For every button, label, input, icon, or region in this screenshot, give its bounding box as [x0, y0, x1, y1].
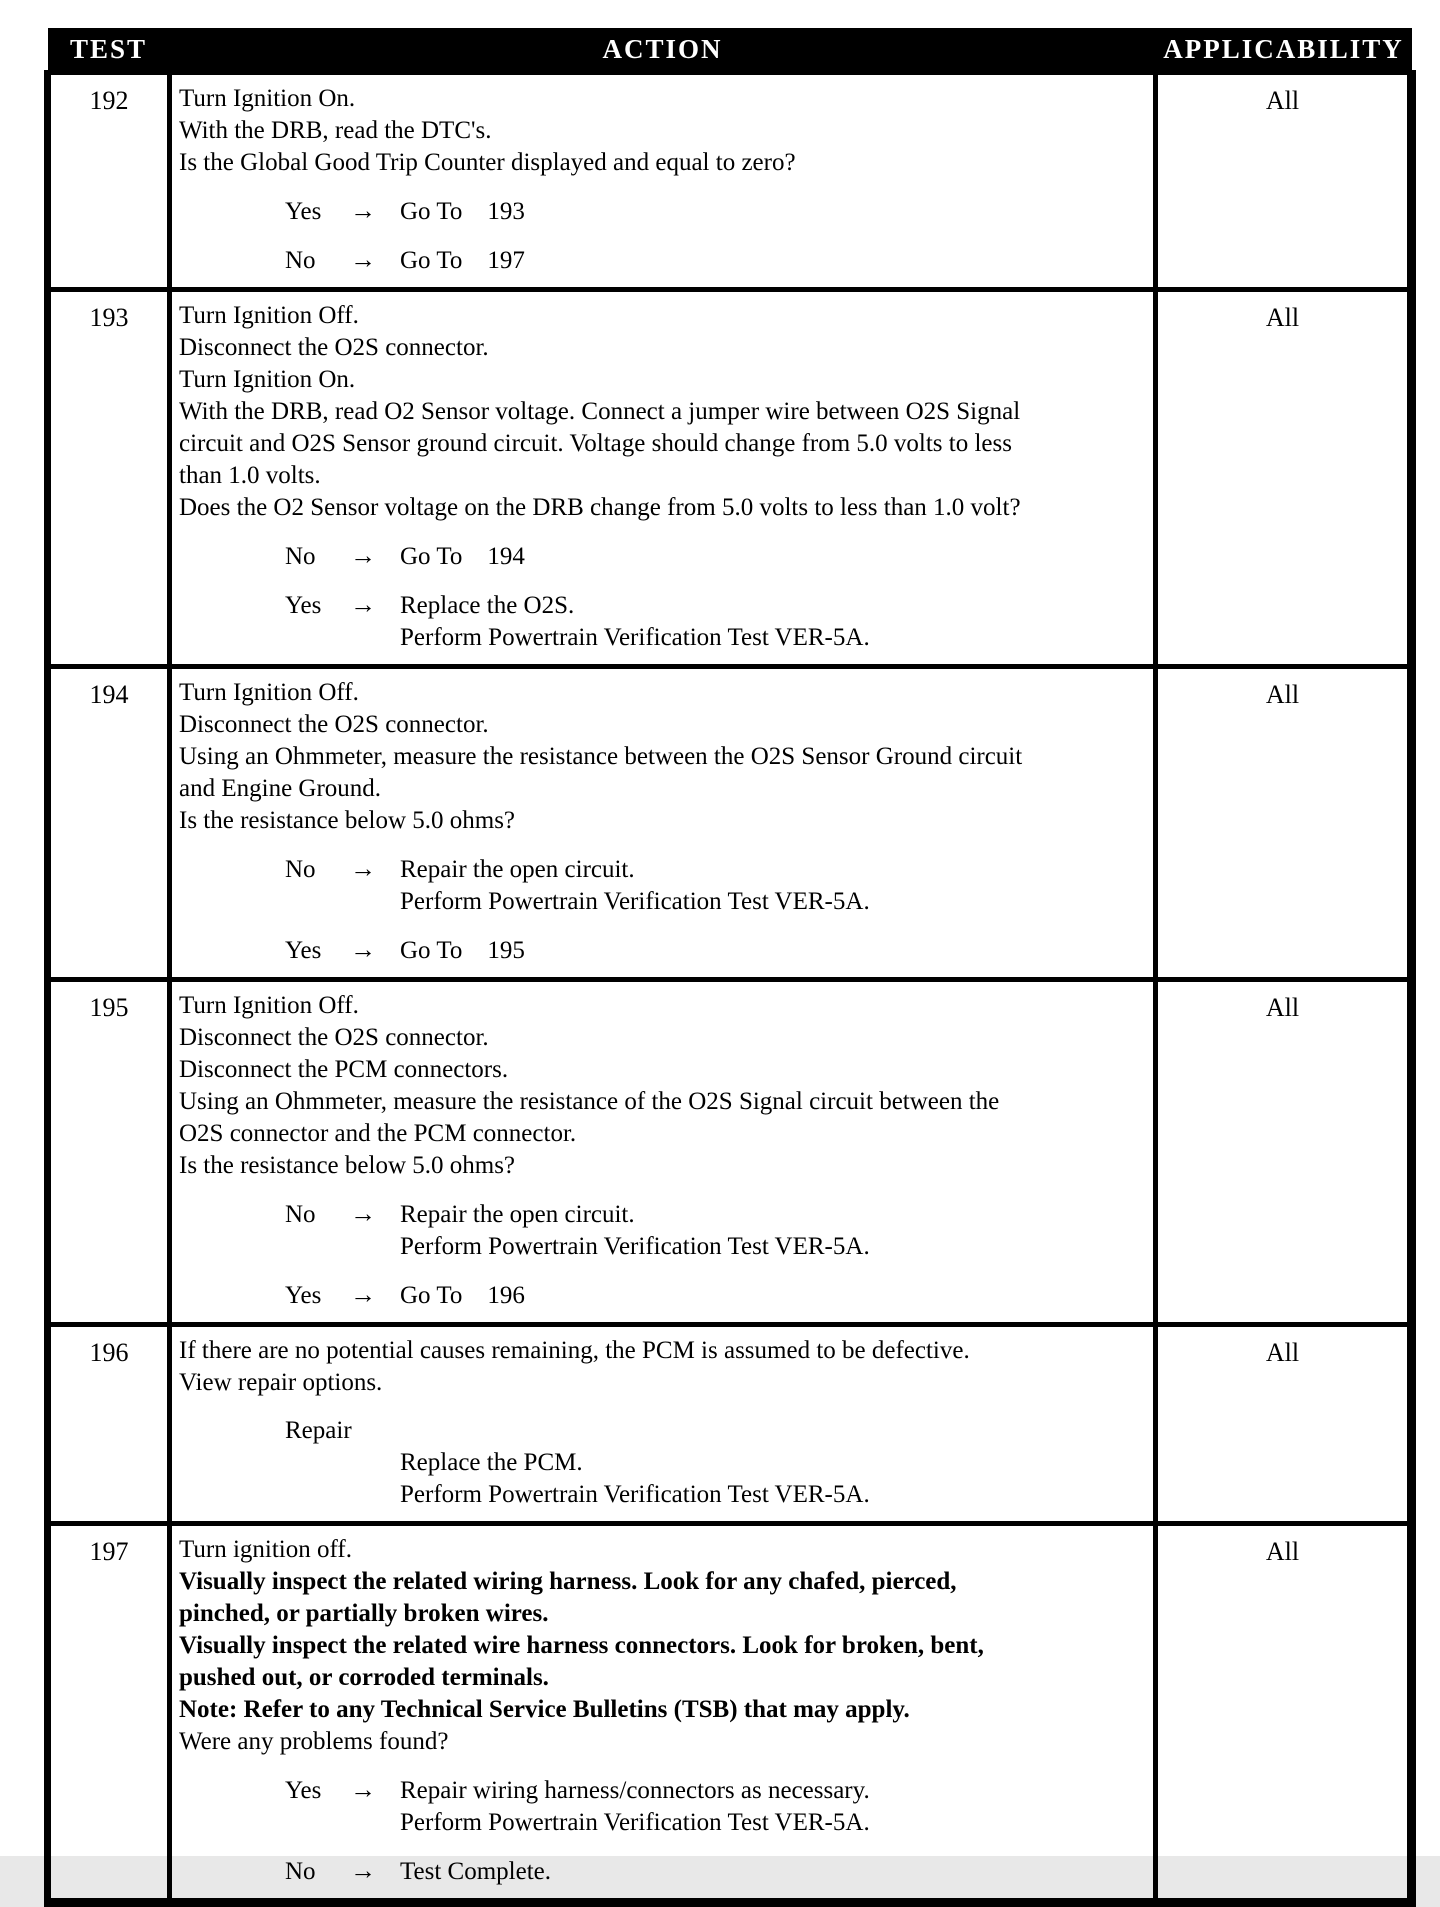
table-body [48, 73, 1412, 1903]
answer-label: No [285, 1201, 316, 1228]
test-row [48, 73, 1412, 290]
answer-result: Replace the O2S. [400, 592, 575, 619]
action-line: View repair options. [179, 1369, 383, 1396]
answer-result: Perform Powertrain Verification Test VER-5A. [400, 1481, 870, 1508]
test-number: 197 [89, 1537, 129, 1566]
test-row [48, 1325, 1412, 1524]
answer-label: No [285, 856, 316, 883]
answer-first-line [285, 934, 1145, 967]
action-line: Disconnect the PCM connectors. [179, 1056, 509, 1083]
answer-first-line [285, 195, 1145, 228]
action-content [172, 1327, 1153, 1521]
test-number: 192 [89, 86, 129, 115]
answer-first-line [285, 853, 1145, 886]
answer-label: Yes [285, 1777, 322, 1804]
applicability-cell [1156, 1325, 1412, 1524]
action-line: Turn Ignition Off. [179, 302, 359, 329]
table-header [48, 28, 1412, 73]
arrow-icon: → [350, 590, 376, 619]
applicability-cell [1156, 290, 1412, 667]
test-number-cell [48, 73, 170, 290]
action-line: Visually inspect the related wiring harness. Look for any chafed, pierced, [179, 1568, 957, 1595]
test-number-cell [48, 1325, 170, 1524]
col-header-test: TEST [48, 28, 170, 73]
answer-result: Replace the PCM. [400, 1449, 583, 1476]
answer-label: Yes [285, 592, 322, 619]
answer-result: Go To 194 [400, 543, 525, 570]
answer-first-line [285, 540, 1145, 573]
applicability-value: All [1265, 1537, 1300, 1566]
test-number-cell [48, 980, 170, 1325]
answer-block [179, 934, 1145, 967]
header-row [48, 28, 1412, 73]
test-number: 193 [89, 303, 129, 332]
action-line: pinched, or partially broken wires. [179, 1600, 549, 1627]
applicability-cell [1156, 980, 1412, 1325]
action-line: circuit and O2S Sensor ground circuit. Voltage should change from 5.0 volts to less [179, 430, 1012, 457]
action-content [172, 292, 1153, 664]
answer-result: Repair the open circuit. [400, 1201, 635, 1228]
applicability-value: All [1265, 86, 1300, 115]
action-line: Using an Ohmmeter, measure the resistance between the O2S Sensor Ground circuit [179, 743, 1023, 770]
test-row [48, 667, 1412, 980]
action-content [172, 1526, 1153, 1898]
test-number: 196 [89, 1338, 129, 1367]
test-number-cell [48, 290, 170, 667]
action-line: Is the resistance below 5.0 ohms? [179, 807, 516, 834]
answer-result: Go To 197 [400, 247, 525, 274]
applicability-cell [1156, 667, 1412, 980]
answer-block [179, 853, 1145, 918]
diagnostic-test-table [44, 28, 1416, 1907]
col-header-action: ACTION [170, 28, 1156, 73]
applicability-cell [1156, 73, 1412, 290]
answer-result: Perform Powertrain Verification Test VER-5A. [400, 1809, 870, 1836]
answer-result: Repair the open circuit. [400, 856, 635, 883]
answer-result: Repair wiring harness/connectors as necessary. [400, 1777, 870, 1804]
answer-block [179, 1279, 1145, 1312]
action-line: Note: Refer to any Technical Service Bulletins (TSB) that may apply. [179, 1696, 910, 1723]
test-row [48, 1524, 1412, 1903]
answer-result: Perform Powertrain Verification Test VER-5A. [400, 888, 870, 915]
action-line: Visually inspect the related wire harness connectors. Look for broken, bent, [179, 1632, 984, 1659]
test-number: 194 [89, 680, 129, 709]
answer-result: Perform Powertrain Verification Test VER-5A. [400, 624, 870, 651]
answer-first-line [285, 244, 1145, 277]
arrow-icon: → [350, 935, 376, 964]
action-line: pushed out, or corroded terminals. [179, 1664, 549, 1691]
test-number-cell [48, 1524, 170, 1903]
action-line: With the DRB, read O2 Sensor voltage. Connect a jumper wire between O2S Signal [179, 398, 1021, 425]
answer-label: No [285, 247, 316, 274]
arrow-icon: → [350, 245, 376, 274]
answer-label: Yes [285, 937, 322, 964]
arrow-icon: → [350, 196, 376, 225]
answer-result: Go To 196 [400, 1282, 525, 1309]
answer-first-line [285, 589, 1145, 622]
action-line: than 1.0 volts. [179, 462, 321, 489]
action-line: Turn Ignition On. [179, 85, 356, 112]
answer-label: No [285, 1858, 316, 1885]
applicability-value: All [1265, 303, 1300, 332]
action-content [172, 669, 1153, 977]
arrow-icon: → [350, 541, 376, 570]
answer-block [179, 1855, 1145, 1888]
action-line: Turn Ignition Off. [179, 679, 359, 706]
action-line: Turn Ignition On. [179, 366, 356, 393]
action-line: Using an Ohmmeter, measure the resistance of the O2S Signal circuit between the [179, 1088, 1000, 1115]
test-row [48, 980, 1412, 1325]
answer-first-line [285, 1198, 1145, 1231]
answer-block [179, 244, 1145, 277]
answer-label: No [285, 543, 316, 570]
action-cell [170, 1524, 1156, 1903]
action-line: With the DRB, read the DTC's. [179, 117, 492, 144]
action-line: O2S connector and the PCM connector. [179, 1120, 577, 1147]
test-row [48, 290, 1412, 667]
action-cell [170, 980, 1156, 1325]
action-line: Is the resistance below 5.0 ohms? [179, 1152, 516, 1179]
applicability-value: All [1265, 680, 1300, 709]
action-line: Does the O2 Sensor voltage on the DRB change from 5.0 volts to less than 1.0 volt? [179, 494, 1021, 521]
answer-label: Repair [285, 1417, 352, 1444]
action-cell [170, 1325, 1156, 1524]
action-line: Were any problems found? [179, 1728, 449, 1755]
action-cell [170, 290, 1156, 667]
answer-first-line [285, 1774, 1145, 1807]
action-line: Disconnect the O2S connector. [179, 334, 489, 361]
action-line: Disconnect the O2S connector. [179, 711, 489, 738]
answer-block [179, 1774, 1145, 1839]
action-content [172, 982, 1153, 1322]
answer-result: Go To 195 [400, 937, 525, 964]
action-line: Disconnect the O2S connector. [179, 1024, 489, 1051]
action-line: Turn ignition off. [179, 1536, 352, 1563]
action-line: If there are no potential causes remaining, the PCM is assumed to be defective. [179, 1337, 970, 1364]
answer-first-line [285, 1855, 1145, 1888]
action-cell [170, 667, 1156, 980]
answer-result: Perform Powertrain Verification Test VER-5A. [400, 1233, 870, 1260]
answer-block [179, 589, 1145, 654]
answer-block [179, 1415, 1145, 1511]
action-line: Is the Global Good Trip Counter displayed and equal to zero? [179, 149, 796, 176]
test-number-cell [48, 667, 170, 980]
action-content [172, 75, 1153, 287]
arrow-icon: → [350, 1856, 376, 1885]
arrow-icon: → [350, 1775, 376, 1804]
action-line: and Engine Ground. [179, 775, 382, 802]
answer-first-line [285, 1279, 1145, 1312]
test-number: 195 [89, 993, 129, 1022]
applicability-cell [1156, 1524, 1412, 1903]
arrow-icon: → [350, 1199, 376, 1228]
answer-block [179, 1198, 1145, 1263]
col-header-applicability: APPLICABILITY [1156, 28, 1412, 73]
answer-block [179, 195, 1145, 228]
answer-result: Go To 193 [400, 198, 525, 225]
answer-first-line [285, 1415, 1145, 1447]
answer-result: Test Complete. [400, 1858, 552, 1885]
action-line: Turn Ignition Off. [179, 992, 359, 1019]
arrow-icon: → [350, 1280, 376, 1309]
applicability-value: All [1265, 1338, 1300, 1367]
answer-label: Yes [285, 198, 322, 225]
answer-block [179, 540, 1145, 573]
answer-label: Yes [285, 1282, 322, 1309]
applicability-value: All [1265, 993, 1300, 1022]
action-cell [170, 73, 1156, 290]
arrow-icon: → [350, 854, 376, 883]
